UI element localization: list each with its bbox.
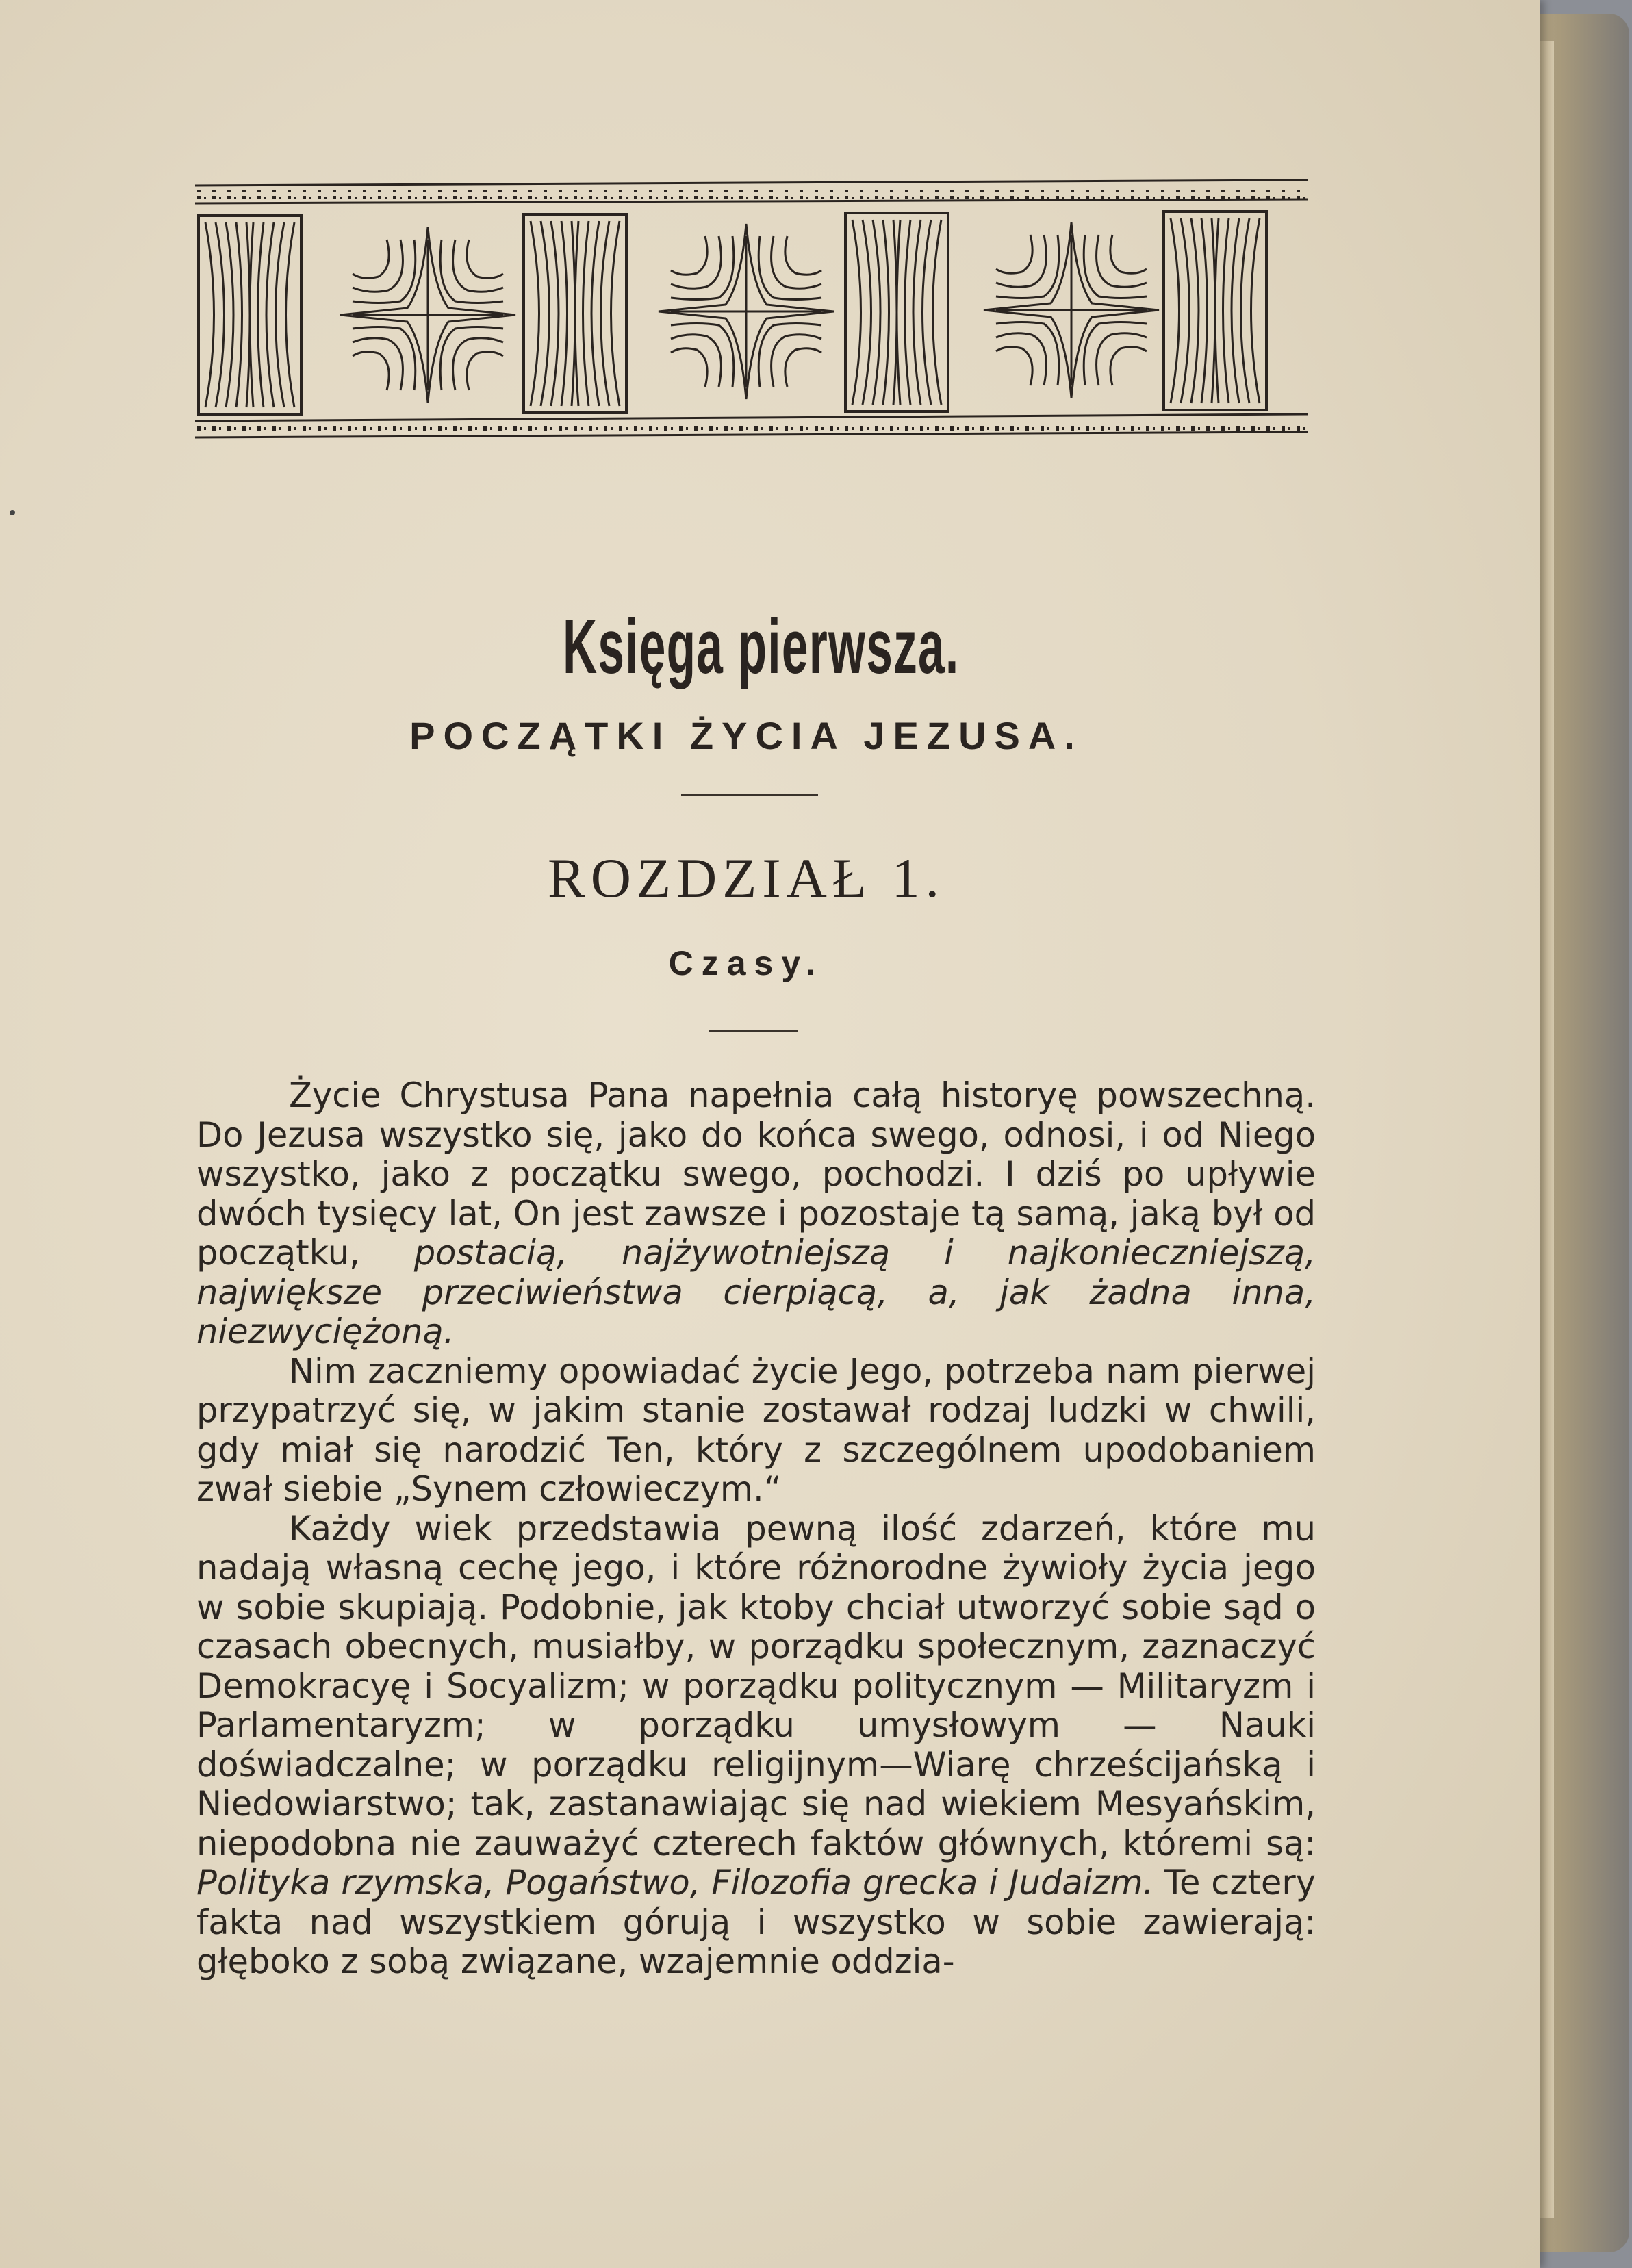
book-title: Księga pierwsza. (562, 604, 960, 689)
divider-rule (709, 1030, 798, 1032)
emphasized-text: postacią, najżywotniejszą i najkonieczniejszą, największe przeciwieństwa cierpiącą, a, jak żadna inna, niezwyciężoną. (196, 1233, 1316, 1351)
divider-rule (681, 794, 818, 796)
body-text (196, 1076, 1316, 1982)
paragraph: Nim zaczniemy opowiadać życie Jego, potrzeba nam pierwej przypatrzyć się, w jakim stanie zostawał rodzaj ludzki w chwili, gdy miał się narodzić Ten, który z szczególnem upodobaniem zwał siebie „Synem człowieczym.“ (196, 1351, 1316, 1509)
paragraph: Życie Chrystusa Pana napełnia całą historyę powszechną. Do Jezusa wszystko się, jako do końca swego, odnosi, i od Niego wszystko, jako z początku swego, pochodzi. I dziś po upływie dwóch tysięcy lat, On jest zawsze i pozostaje tą samą, jaką był od początku, postacią, najżywotniejszą i najkonieczniejszą, największe przeciwieństwa cierpiącą, a, jak żadna inna, niezwyciężoną. (196, 1075, 1316, 1351)
chapter-subtitle: Czasy. (668, 944, 824, 982)
paragraph: Każdy wiek przedstawia pewną ilość zdarzeń, które mu nadają własną cechę jego, i które różnorodne żywioły życia jego w sobie skupiają. Podobnie, jak ktoby chciał utworzyć sobie sąd o czasach obecnych, musiałby, w porządku społecznym, zaznaczyć Demokracyę i Socyalizm; w porządku politycznym — Militaryzm i Parlamentaryzm; w porządku umysłowym — Nauki doświadczalne; w porządku religijnym—Wiarę chrześcijańską i Niedowiarstwo; tak, zastanawiając się nad wiekiem Mesyańskim, niepodobna nie zauważyć czterech faktów głównych, któremi są: Polityka rzymska, Pogaństwo, Filozofia grecka i Judaizm. Te cztery fakta nad wszystkiem górują i wszystko w sobie zawierają: głęboko z sobą związane, wzajemnie oddzia- (196, 1508, 1316, 1981)
emphasized-text: Polityka rzymska, Pogaństwo, Filozofia grecka i Judaizm. (196, 1863, 1154, 1902)
decorative-header-ornament (195, 175, 1308, 455)
margin-mark (10, 510, 15, 515)
book-subtitle: POCZĄTKI ŻYCIA JEZUSA. (409, 714, 1083, 757)
chapter-title: ROZDZIAŁ 1. (548, 847, 945, 909)
